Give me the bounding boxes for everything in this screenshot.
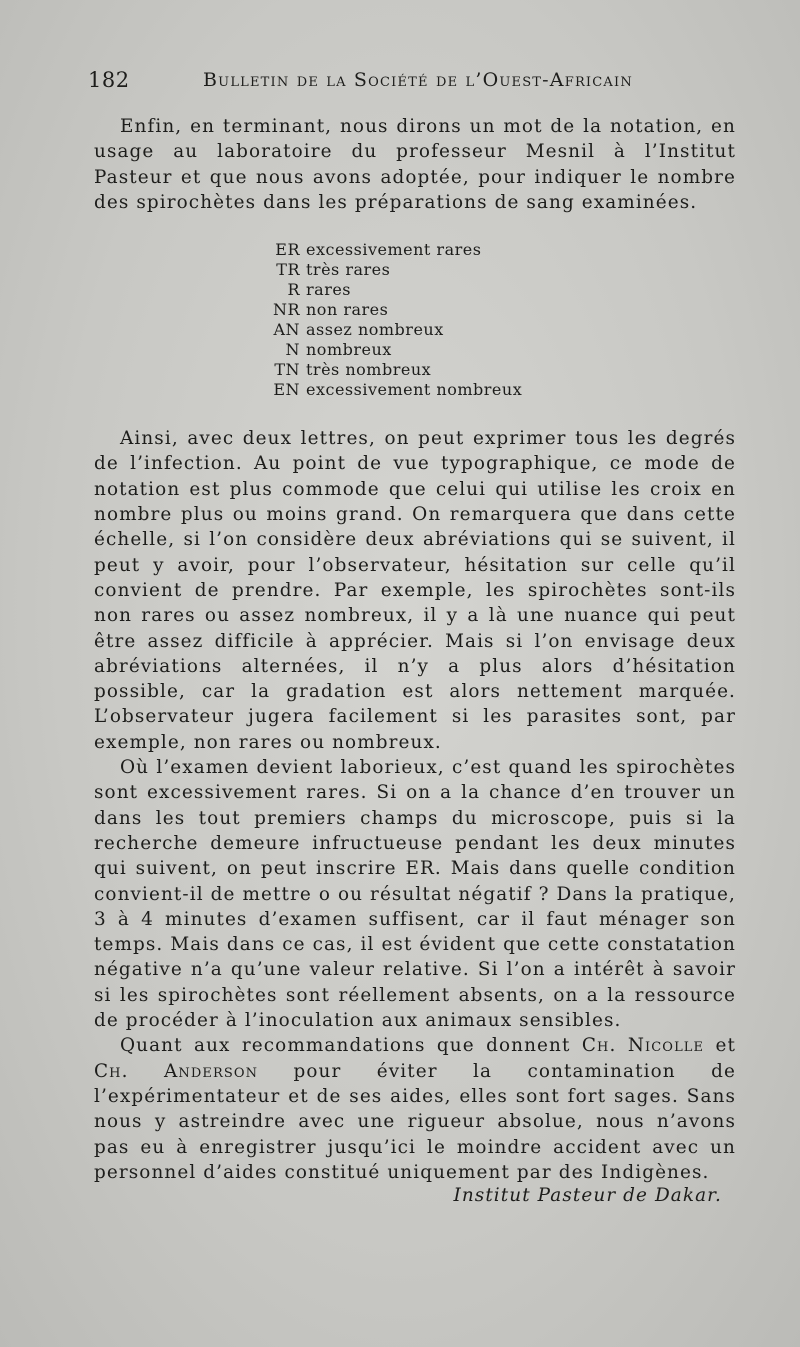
scale-row bbox=[254, 340, 736, 360]
page-number: 182 bbox=[88, 68, 130, 92]
scale-label: assez nombreux bbox=[306, 320, 444, 340]
article-body bbox=[94, 114, 736, 1208]
conjunction: et bbox=[704, 1035, 737, 1057]
scale-row bbox=[254, 280, 736, 300]
recommendations-paragraph bbox=[94, 1033, 736, 1185]
running-head: Bulletin de la Société de l’Ouest-Africain bbox=[203, 69, 633, 91]
scale-code: N bbox=[285, 340, 300, 360]
examination-paragraph: Où l’examen devient laborieux, c’est quand les spirochètes sont excessivement rares. Si on a la chance d’en trouver un dans les tout premiers champs du microscope, puis si la recherche demeure infructueuse pendant les deux minutes qui suivent, on peut inscrire ER. Mais dans quelle condition convient-il de mettre o ou résultat négatif ? Dans la pratique, 3 à 4 minutes d’examen suffisent, car il faut ménager son temps. Mais dans ce cas, il est évident que cette constatation négative n’a qu’une valeur relative. Si l’on a intérêt à savoir si les spirochètes sont réellement absents, on a la ressource de procéder à l’inoculation aux animaux sensibles. bbox=[94, 757, 736, 1032]
scale-label: excessivement rares bbox=[306, 240, 482, 260]
notation-scale bbox=[254, 240, 736, 400]
author-name: Ch. Nicolle bbox=[581, 1035, 705, 1057]
author-name: Ch. Anderson bbox=[94, 1060, 259, 1082]
scale-label: très rares bbox=[306, 260, 391, 280]
scale-row bbox=[254, 300, 736, 320]
scale-code: R bbox=[287, 280, 300, 300]
intro-paragraph: Enfin, en terminant, nous dirons un mot de la notation, en usage au laboratoire du professeur Mesnil à l’Institut Pasteur et que nous avons adoptée, pour indiquer le nombre des spirochètes dans les préparations de sang examinées. bbox=[94, 116, 736, 213]
scale-row bbox=[254, 320, 736, 340]
scale-code: EN bbox=[273, 380, 300, 400]
scale-row bbox=[254, 260, 736, 280]
scale-code: AN bbox=[273, 320, 300, 340]
scale-code: TR bbox=[276, 260, 300, 280]
scale-code: TN bbox=[274, 360, 300, 380]
scale-label: très nombreux bbox=[306, 360, 432, 380]
typography-paragraph: Ainsi, avec deux lettres, on peut exprimer tous les degrés de l’infection. Au point de vue typographique, ce mode de notation est plus commode que celui qui utilise les croix en nombre plus ou moins grand. On remarquera que dans cette échelle, si l’on considère deux abréviations qui se suivent, il peut y avoir, pour l’observateur, hésitation sur celle qu’il convient de prendre. Par exemple, les spirochètes sont-ils non rares ou assez nombreux, il y a là une nuance qui peut être assez difficile à apprécier. Mais si l’on envisage deux abréviations alternées, il n’y a plus alors d’hésitation possible, car la gradation est alors nettement marquée. L’observateur jugera facilement si les parasites sont, par exemple, non rares ou nombreux. bbox=[94, 428, 736, 753]
institution-signature: Institut Pasteur de Dakar. bbox=[453, 1185, 722, 1207]
recommendations-text-start: Quant aux recommandations que donnent bbox=[120, 1035, 582, 1057]
scale-label: non rares bbox=[306, 300, 389, 320]
scale-row bbox=[254, 240, 736, 260]
scale-row bbox=[254, 360, 736, 380]
scale-label: rares bbox=[306, 280, 352, 300]
scale-label: excessivement nombreux bbox=[306, 380, 523, 400]
scale-row bbox=[254, 380, 736, 400]
scale-code: ER bbox=[275, 240, 300, 260]
scale-code: NR bbox=[272, 300, 300, 320]
scale-label: nombreux bbox=[306, 340, 392, 360]
recommendations-text-end: pour éviter la contamination de l’expérimentateur et de ses aides, elles sont fort sages. Sans nous y astreindre avec une rigueur absolue, nous n’avons pas eu à enregistrer jusqu’ici le moindre accident avec un personnel d’aides constitué uniquement par des Indigènes. bbox=[94, 1060, 736, 1183]
